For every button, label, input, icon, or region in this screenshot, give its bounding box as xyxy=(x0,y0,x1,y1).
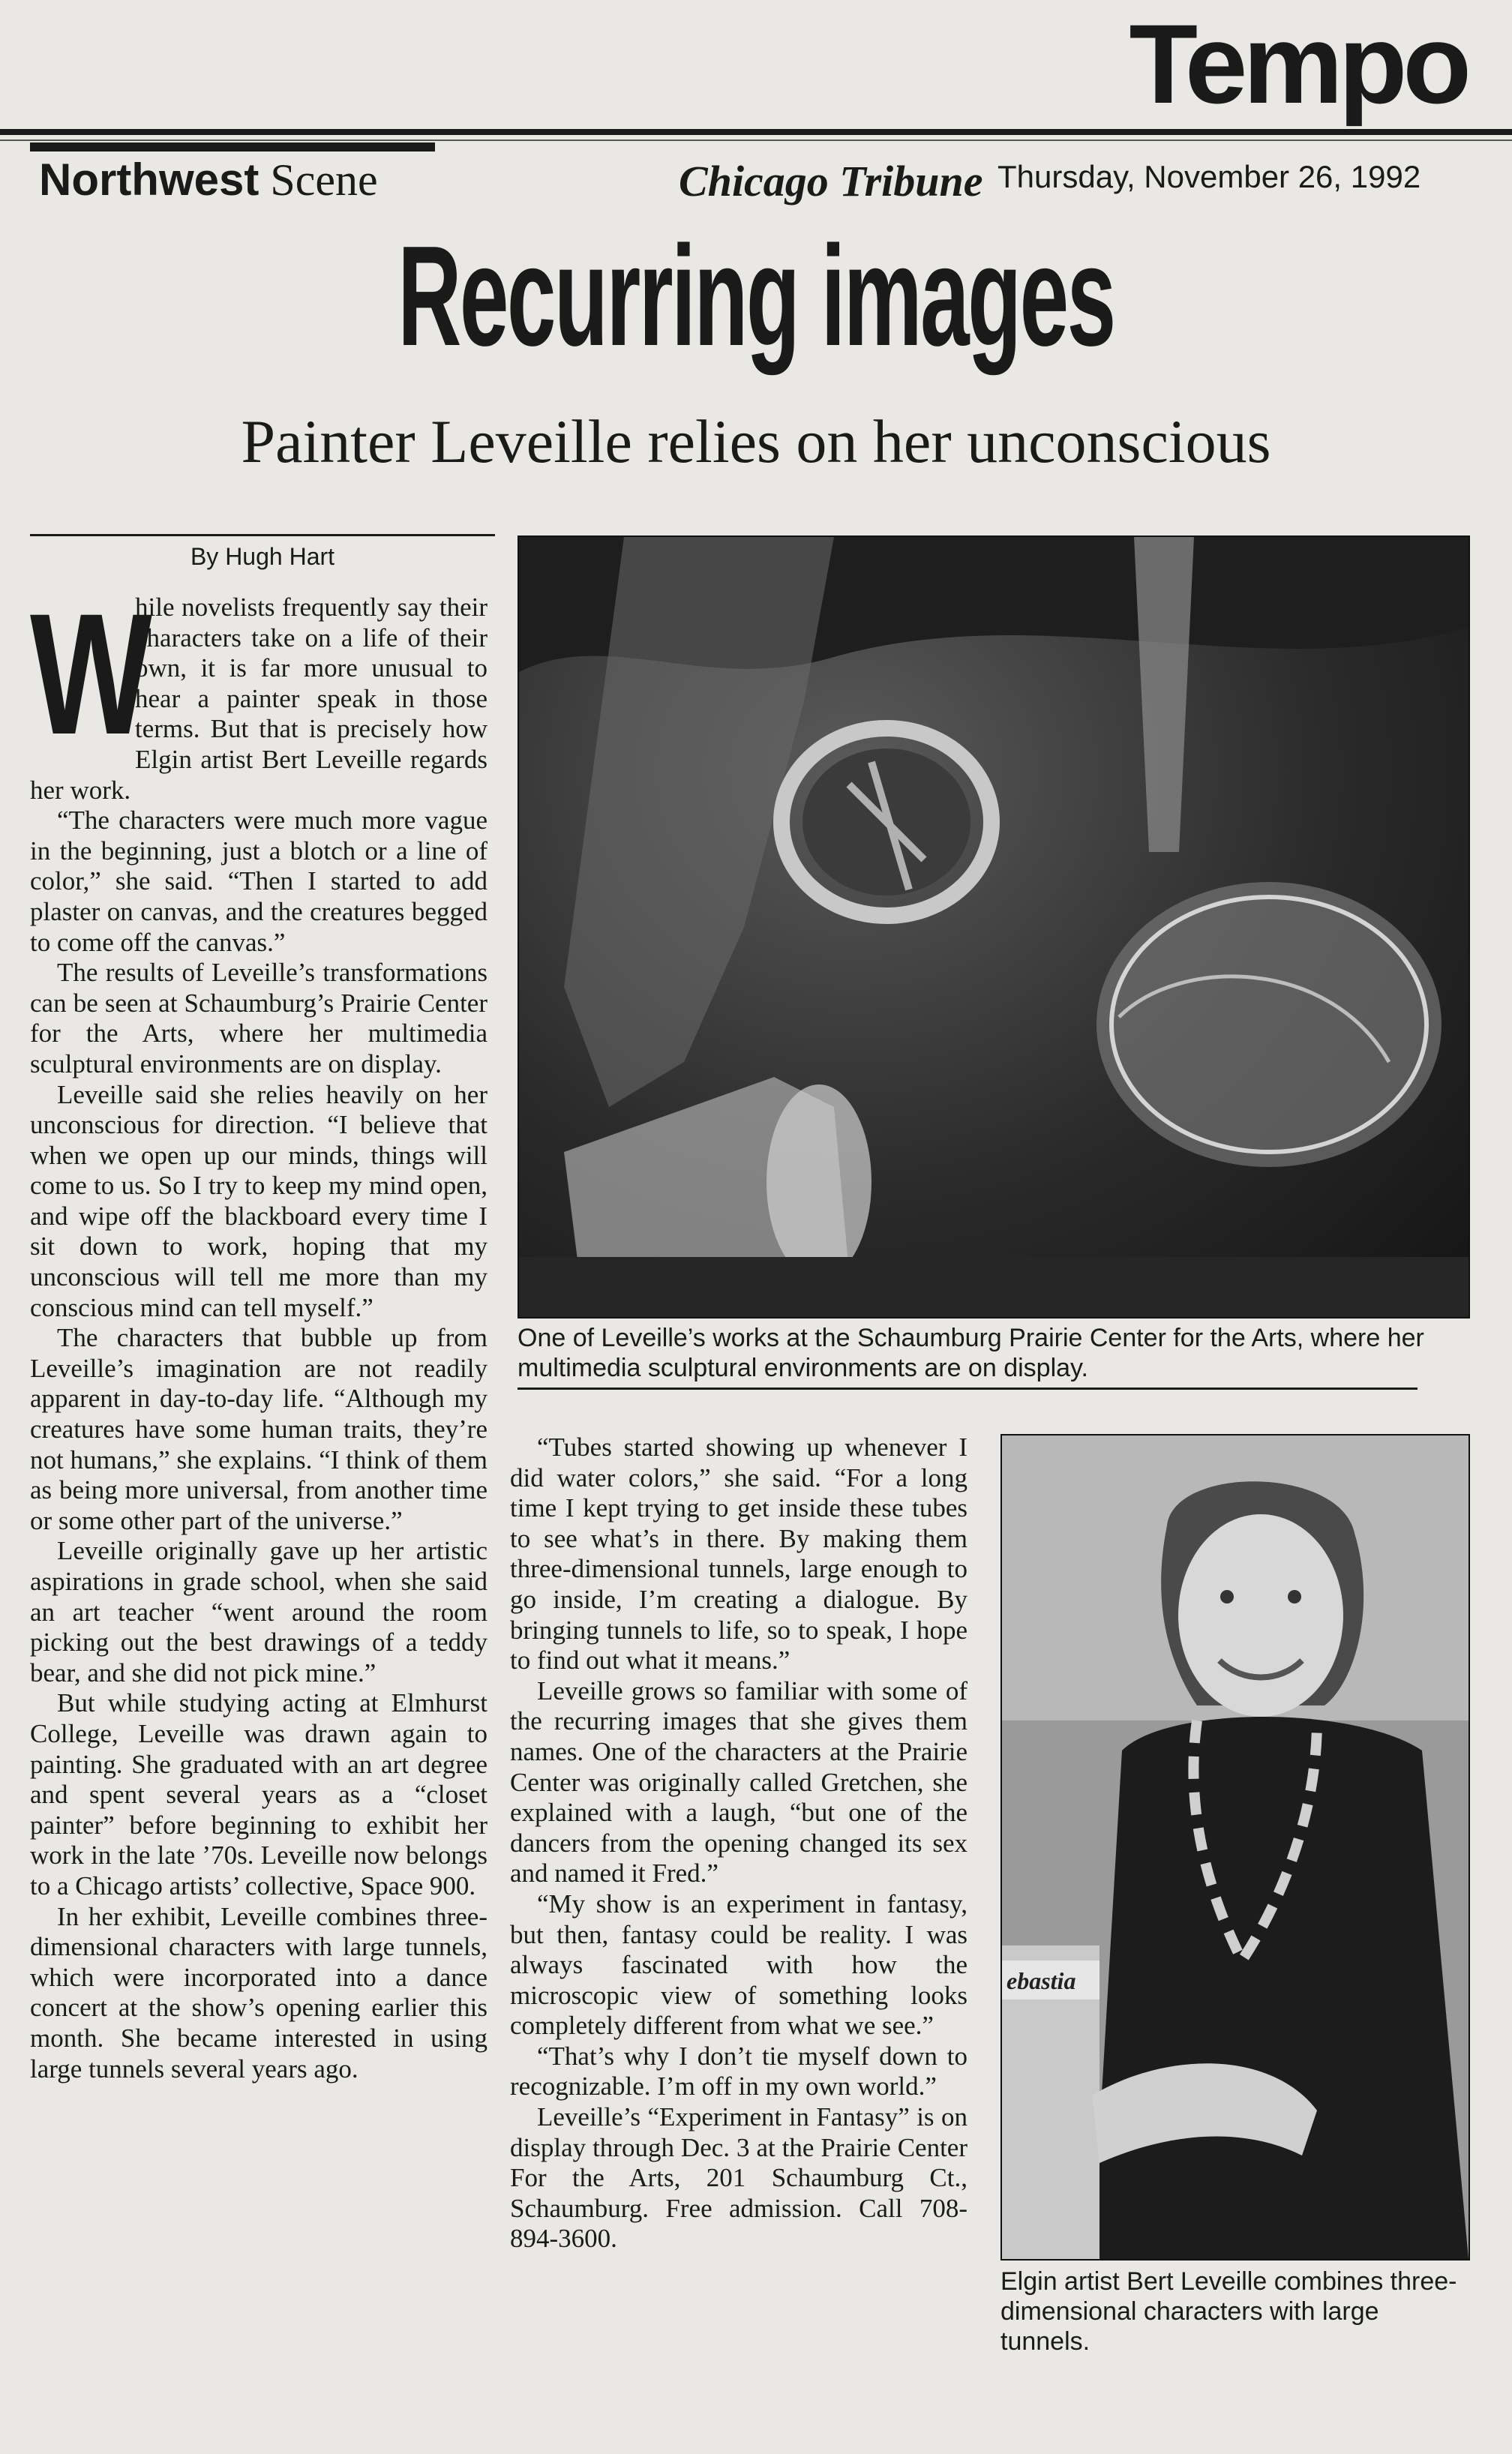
article-column-1 xyxy=(30,592,488,2422)
paragraph: “That’s why I don’t tie myself down to recognizable. I’m off in my own world.” xyxy=(510,2041,968,2102)
issue-date: Thursday, November 26, 1992 xyxy=(998,159,1421,194)
caption-rule xyxy=(518,1388,1418,1390)
sculpture-illustration xyxy=(519,537,1468,1317)
subheadline: Painter Leveille relies on her unconscious xyxy=(241,407,1271,476)
section-title: Tempo xyxy=(1129,1,1467,127)
paragraph: “My show is an experiment in fantasy, but then, fantasy could be reality. I was always fascinated with how the microscopic view of something looks completely different from what we see.” xyxy=(510,1888,968,2041)
paragraph: But while studying acting at Elmhurst College, Leveille was drawn again to painting. She graduated with an art degree and spent several years as a “closet painter” before beginning to exhibit her work in the late ’70s. Leveille now belongs to a Chicago artists’ collective, Space 900. xyxy=(30,1688,488,1900)
paragraph: Leveille originally gave up her artistic aspirations in grade school, when she said an art teacher “went around the room picking out the best drawings of a teddy bear, and she did not pick mine.” xyxy=(30,1536,488,1688)
portrait-illustration xyxy=(1002,1436,1468,2259)
artist-portrait-photo xyxy=(1000,1434,1470,2260)
paragraph: Leveille grows so familiar with some of the recurring images that she gives them names. One of the characters at the Prairie Center was originally called Gretchen, she explained with a laugh, “but one of the dancers from the opening changed its sex and named it Fred.” xyxy=(510,1676,968,1888)
headline: Recurring images xyxy=(398,217,1114,376)
paragraph: Leveille said she relies heavily on her unconscious for direction. “I believe that when we open up our minds, things will come to us. So I try to keep my mind open, and wipe off the blackboard every time I sit down to work, hoping that my unconscious will tell me more than my conscious mind can tell myself.” xyxy=(30,1079,488,1322)
paragraph: In her exhibit, Leveille combines three-dimensional characters with large tunnels, which were incorporated into a dance concert at the show’s opening earlier this month. She became interested in using large tunnels several years ago. xyxy=(30,1901,488,2084)
newspaper-name: Chicago Tribune xyxy=(679,157,983,206)
paragraph: hile novelists frequently say their characters take on a life of their own, it is far more unusual to hear a painter speak in those terms. But that is precisely how Elgin artist Bert Leveille regards her work. xyxy=(30,592,488,805)
article-column-2 xyxy=(510,1432,968,2422)
masthead-rule-thin xyxy=(0,140,1512,141)
paragraph: “Tubes started showing up whenever I did water colors,” she said. “For a long time I kept trying to get inside these tubes to see what’s in there. By making them three-dimensional tunnels, large enough to go inside, I’m creating a dialogue. By bringing tunnels to life, so to speak, I hope to find out what it means.” xyxy=(510,1432,968,1676)
sculpture-photo xyxy=(518,536,1470,1318)
caption-text: One of Leveille’s works at the Schaumburg Prairie Center for the Arts, where her multimedia sculptural environments are on display. xyxy=(518,1324,1424,1382)
edition-bar xyxy=(30,142,435,152)
sign-text: ebastia xyxy=(1006,1967,1076,1994)
drop-cap: W xyxy=(30,592,152,770)
paragraph: “The characters were much more vague in the beginning, just a blotch or a line of color,” she said. “Then I started to add plaster on canvas, and the creatures begged to come off the canvas.” xyxy=(30,806,488,957)
masthead-rule xyxy=(0,129,1512,135)
edition-rest: Scene xyxy=(270,155,378,205)
photo-caption-1 xyxy=(518,1323,1470,1390)
byline-rule xyxy=(30,534,495,536)
paragraph: Leveille’s “Experiment in Fantasy” is on display through Dec. 3 at the Prairie Center For the Arts, 201 Schaumburg Ct., Schaumburg. Free admission. Call 708-894-3600. xyxy=(510,2102,968,2254)
photo-caption-2: Elgin artist Bert Leveille combines three-dimensional characters with large tunnels. xyxy=(1000,2267,1457,2356)
paragraph: The results of Leveille’s transformations can be seen at Schaumburg’s Prairie Center for the Arts, where her multimedia sculptural environments are on display. xyxy=(30,958,488,1078)
paragraph: The characters that bubble up from Leveille’s imagination are not readily apparent in day-to-day life. “Although my creatures have some human traits, they’re not humans,” she explains. “I think of them as being more universal, from another time or some other part of the universe.” xyxy=(30,1323,488,1535)
edition-bold: Northwest xyxy=(39,154,260,205)
byline: By Hugh Hart xyxy=(190,543,335,570)
edition-label xyxy=(39,154,378,205)
